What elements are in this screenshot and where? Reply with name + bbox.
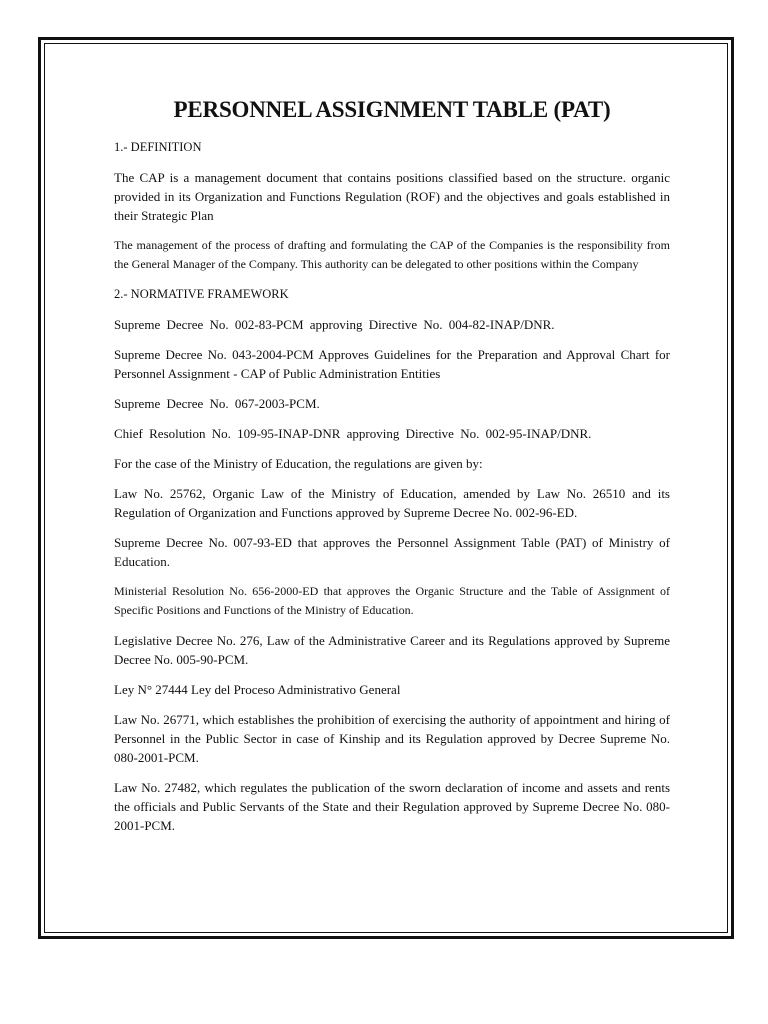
framework-item: Ley N° 27444 Ley del Proceso Administrativo General <box>114 682 401 697</box>
framework-item: Law No. 27482, which regulates the publication of the sworn declaration of income and assets and rents the officials and Public Servants of the State and their Regulation approved by Supreme Decree No. 080-2001-PCM. <box>114 780 670 833</box>
framework-item: Supreme Decree No. 002-83-PCM approving Directive No. 004-82-INAP/DNR. <box>114 317 555 332</box>
framework-heading: 2.- NORMATIVE FRAMEWORK <box>114 287 289 301</box>
framework-item: Chief Resolution No. 109-95-INAP-DNR approving Directive No. 002-95-INAP/DNR. <box>114 426 592 441</box>
framework-item: For the case of the Ministry of Education, the regulations are given by: <box>114 456 483 471</box>
framework-item: Law No. 26771, which establishes the prohibition of exercising the authority of appointment and hiring of Personnel in the Public Sector in case of Kinship and its Regulation approved by Decree Supreme No. 080-2001-PCM. <box>114 712 670 765</box>
document-body <box>114 96 670 846</box>
page-title: PERSONNEL ASSIGNMENT TABLE (PAT) <box>173 97 611 122</box>
framework-item: Supreme Decree No. 067-2003-PCM. <box>114 396 320 411</box>
framework-item: Supreme Decree No. 007-93-ED that approves the Personnel Assignment Table (PAT) of Ministry of Education. <box>114 535 670 569</box>
framework-item: Law No. 25762, Organic Law of the Ministry of Education, amended by Law No. 26510 and its Regulation of Organization and Functions approved by Supreme Decree No. 002-96-ED. <box>114 486 670 520</box>
definition-paragraph-1: The CAP is a management document that contains positions classified based on the structure. organic provided in its Organization and Functions Regulation (ROF) and the objectives and goals established in their Strategic Plan <box>114 170 670 223</box>
definition-paragraph-2: The management of the process of drafting and formulating the CAP of the Companies is the responsibility from the General Manager of the Company. This authority can be delegated to other positions within the Company <box>114 238 670 271</box>
framework-item: Legislative Decree No. 276, Law of the Administrative Career and its Regulations approved by Supreme Decree No. 005-90-PCM. <box>114 633 670 667</box>
framework-item: Ministerial Resolution No. 656-2000-ED that approves the Organic Structure and the Table of Assignment of Specific Positions and Functions of the Ministry of Education. <box>114 584 670 617</box>
framework-item: Supreme Decree No. 043-2004-PCM Approves Guidelines for the Preparation and Approval Chart for Personnel Assignment - CAP of Public Administration Entities <box>114 347 670 381</box>
definition-heading: 1.- DEFINITION <box>114 140 202 154</box>
